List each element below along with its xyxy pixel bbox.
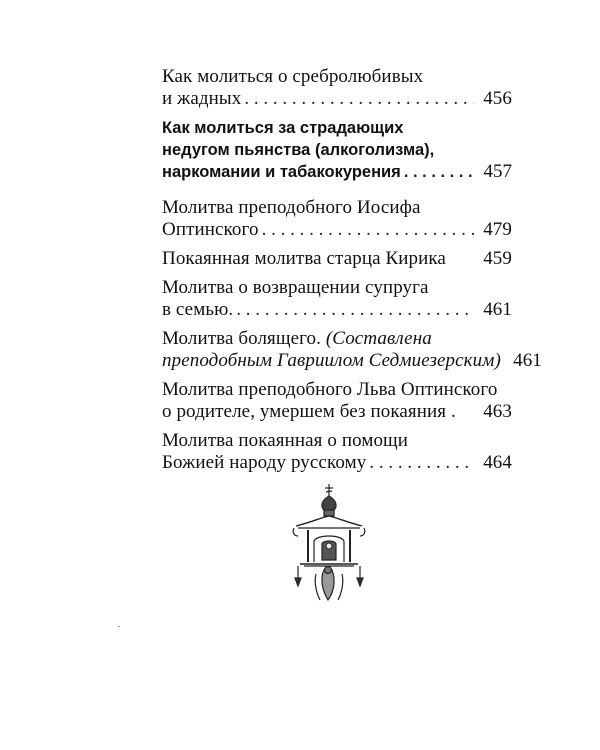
toc-entry-title-line: Божией народу русскому [162, 452, 367, 473]
leader-dots [369, 452, 474, 474]
church-vignette-icon [284, 482, 374, 607]
toc-page-number: 459 [483, 248, 512, 269]
toc-entry-title-line: наркомании и табакокурения [162, 163, 401, 181]
toc-entry[interactable] [162, 379, 512, 423]
toc-entry[interactable] [162, 328, 542, 372]
toc-entry[interactable] [162, 117, 512, 183]
toc-entry-title-line: Как молиться за страдающих [162, 119, 404, 137]
toc-entry-title-line: Молитва покаянная о помощи [162, 430, 409, 451]
toc-page-number: 456 [483, 88, 512, 109]
toc-entry-title-line: и жадных [162, 88, 242, 109]
toc-entry[interactable] [162, 197, 512, 241]
toc-entry[interactable] [162, 430, 512, 474]
leader-dots [244, 88, 474, 110]
toc-page-number: 461 [483, 299, 512, 320]
toc-entry[interactable] [162, 66, 512, 110]
toc-entry-title-line: Молитва о возвращении супруга [162, 277, 429, 298]
page-speck [118, 626, 120, 627]
toc-entry-title-line: в семью. [162, 299, 234, 320]
toc-page-number: 464 [483, 452, 512, 473]
toc-page-number: 461 [513, 350, 542, 371]
toc-entry[interactable] [162, 277, 512, 321]
toc-entry-title-line: недугом пьянства (алкоголизма), [162, 141, 435, 159]
toc-entry[interactable] [162, 248, 512, 270]
toc-page-number: 479 [483, 219, 512, 240]
leader-dots [236, 299, 474, 321]
leader-dots [262, 219, 474, 241]
toc-entry-note: (Составлена [325, 328, 432, 349]
toc-entry-note: преподобным Гавриилом Седмиезерским) [162, 350, 501, 371]
leader-dots [404, 161, 474, 183]
toc-entry-title-line: Молитва преподобного Льва Оптинского [162, 379, 498, 400]
toc-page-number: 463 [483, 401, 512, 422]
toc-entry-title-line: Молитва болящего. [162, 328, 326, 349]
toc-entry-title-line: Как молиться о сребролюбивых [162, 66, 424, 87]
table-of-contents [162, 66, 542, 481]
toc-entry-title-line: Оптинского [162, 219, 259, 240]
toc-entry-title-line: Покаянная молитва старца Кирика [162, 248, 446, 269]
toc-entry-title-line: Молитва преподобного Иосифа [162, 197, 421, 218]
toc-entry-title-line: о родителе, умершем без покаяния . [162, 401, 456, 422]
toc-page-number: 457 [483, 161, 512, 182]
